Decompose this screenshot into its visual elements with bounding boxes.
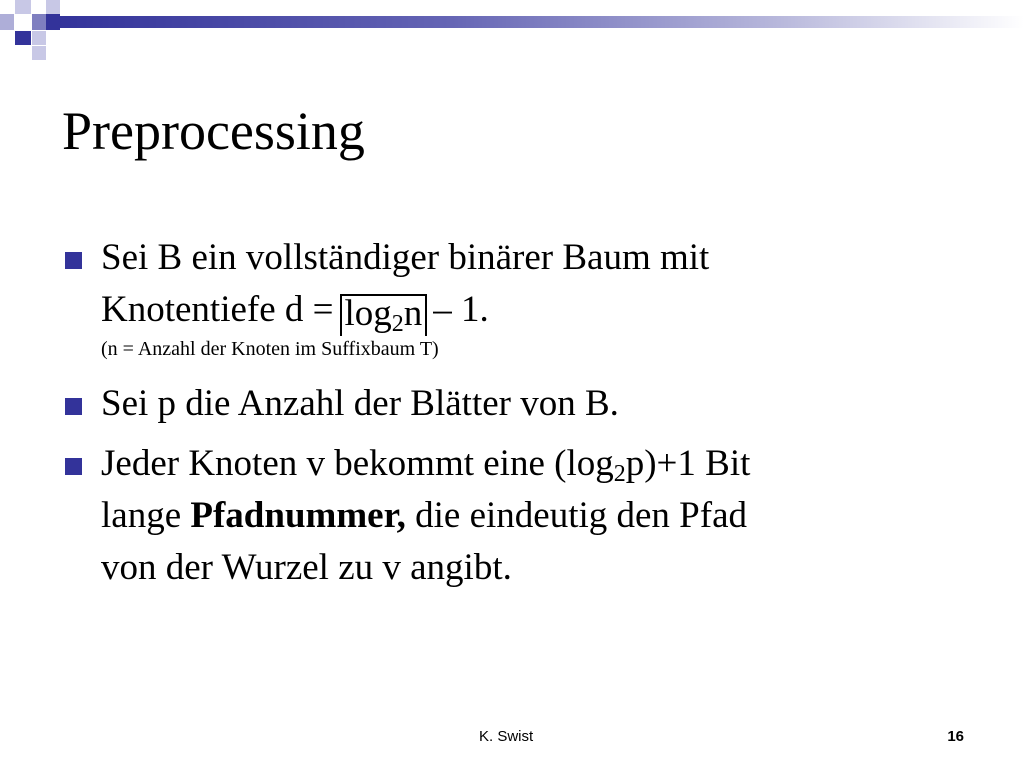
bullet-text: Jeder Knoten v bekommt eine (log [101, 443, 614, 484]
ceiling-bracket [340, 294, 428, 336]
bullet-text: – 1. [433, 289, 489, 330]
decor-square [0, 14, 14, 30]
bold-term: Pfadnummer, [190, 495, 406, 536]
decor-square [15, 0, 31, 14]
bullet-text: Sei p die Anzahl der Blätter von B. [101, 383, 619, 424]
math-arg: n [403, 293, 423, 334]
decor-square [32, 31, 46, 45]
decor-square [15, 31, 31, 45]
header-gradient-bar [58, 16, 1024, 28]
bullet-item [62, 232, 962, 362]
decor-square [15, 14, 31, 30]
bullet-list [62, 232, 962, 614]
bullet-text: Sei B ein vollständiger binärer Baum mit [101, 237, 710, 278]
square-bullet-icon [65, 252, 82, 269]
bullet-text: lange [101, 495, 191, 536]
square-bullet-icon [65, 458, 82, 475]
bullet-note: (n = Anzahl der Knoten im Suffixbaum T) [101, 338, 439, 360]
math-subscript: 2 [613, 461, 626, 487]
bullet-item [62, 378, 962, 430]
math-subscript: 2 [391, 311, 404, 337]
bullet-item [62, 438, 962, 594]
footer-author: K. Swist [479, 728, 534, 745]
square-bullet-icon [65, 398, 82, 415]
decor-square [46, 0, 60, 14]
slide-title: Preprocessing [62, 101, 365, 161]
bullet-text: die eindeutig den Pfad [405, 495, 748, 536]
bullet-text: p)+1 Bit [625, 443, 751, 484]
math-log: log [344, 293, 392, 334]
bullet-text: Knotentiefe d = [101, 289, 334, 330]
bullet-text: von der Wurzel zu v angibt. [101, 547, 512, 588]
decor-square [32, 46, 46, 60]
decor-square [32, 14, 46, 30]
page-number: 16 [947, 728, 964, 745]
